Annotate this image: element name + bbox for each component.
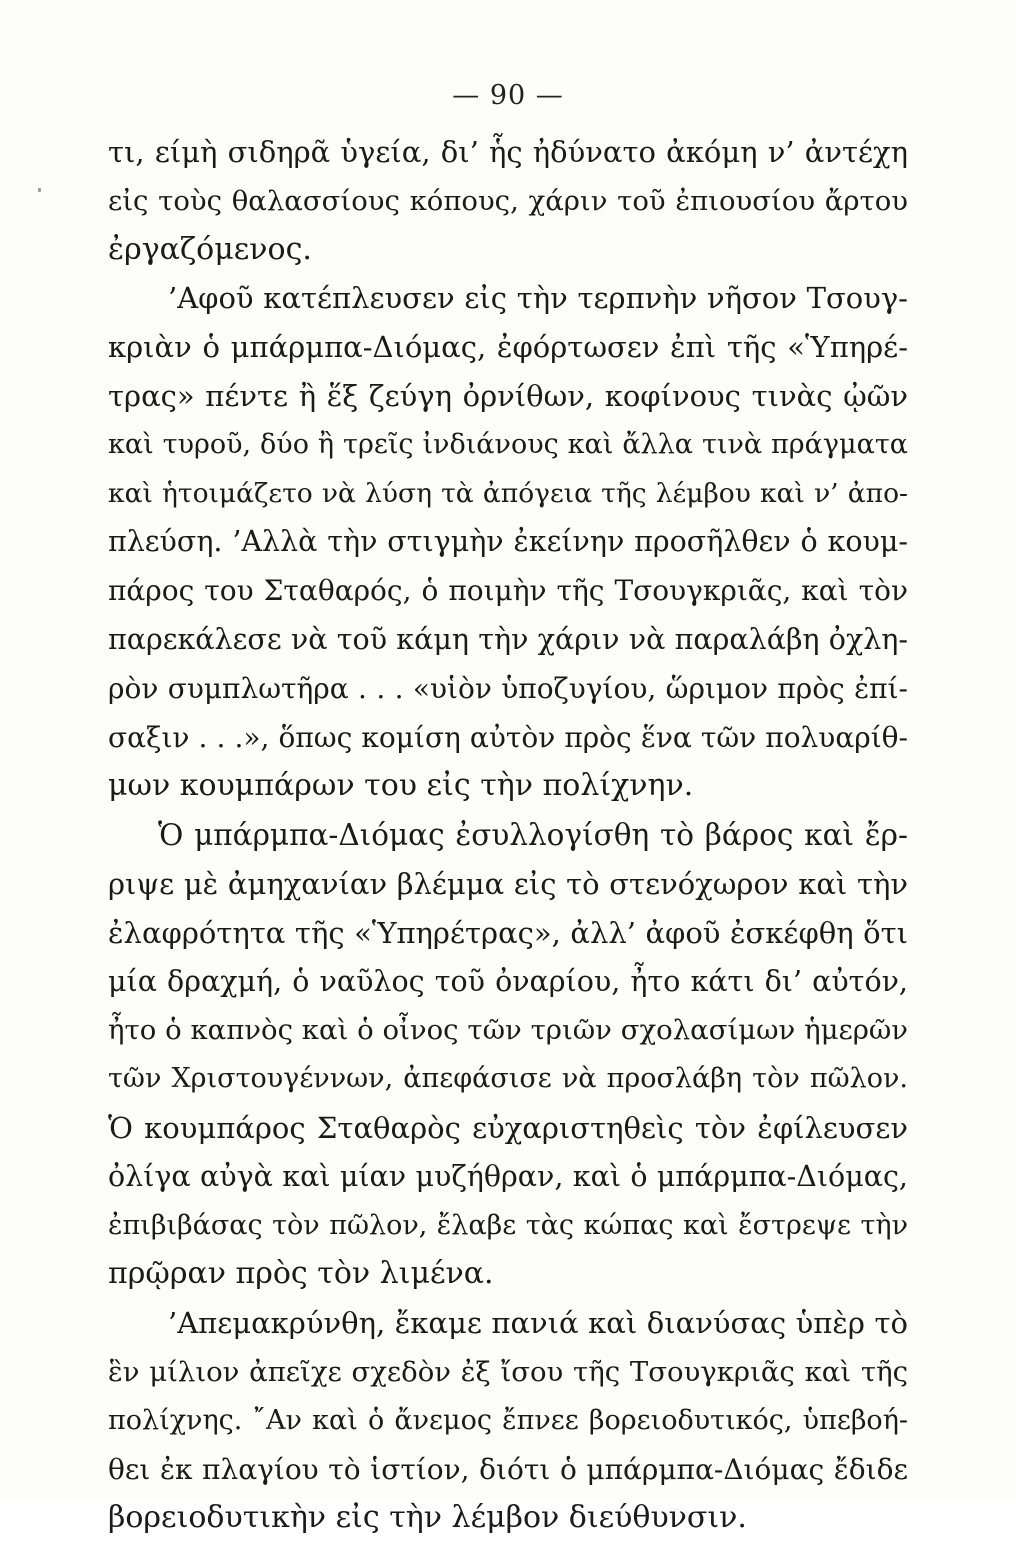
text-line: τι, είμὴ σιδηρᾶ ὑγεία, δι’ ἧς ἠδύνατο ἀκόμη ν’ ἀντέχη [108,135,908,169]
text-line: ἐπιβιβάσας τὸν πῶλον, ἔλαβε τὰς κώπας καὶ ἔστρεψε τὴν [108,1209,908,1241]
text-line: μία δραχμή, ὁ ναῦλος τοῦ ὀναρίου, ἦτο κάτι δι’ αὐτόν, [108,964,908,998]
text-line: μων κουμπάρων του εἰς τὴν πολίχνην. [108,768,694,804]
page-number: — 90 — [452,80,564,111]
text-line: ἓν μίλιον ἀπεῖχε σχεδὸν ἐξ ἴσου τῆς Τσουγκριᾶς καὶ τῆς [108,1355,908,1388]
text-line: Ὁ κουμπάρος Σταθαρὸς εὐχαριστηθεὶς τὸν ἐφίλευσεν [108,1110,908,1145]
text-line: Ὁ μπάρμπα-Διόμας ἐσυλλογίσθη τὸ βάρος καὶ ἔρ- [158,818,908,853]
paper-speck [38,188,41,192]
text-line: καὶ τυροῦ, δύο ἢ τρεῖς ἰνδιάνους καὶ ἄλλα τινὰ πράγματα [108,428,908,460]
text-line: εἰς τοὺς θαλασσίους κόπους, χάριν τοῦ ἐπιουσίου ἄρτου [108,184,908,217]
text-line: πρῷραν πρὸς τὸν λιμένα. [108,1256,494,1292]
text-line: πάρος του Σταθαρός, ὁ ποιμὴν τῆς Τσουγκριᾶς, καὶ τὸν [108,574,908,608]
text-line: ρὸν συμπλωτῆρα . . . «υἱὸν ὑποζυγίου, ὥριμον πρὸς ἐπί- [108,671,908,705]
text-line: ἦτο ὁ καπνὸς καὶ ὁ οἶνος τῶν τριῶν σχολασίμων ἡμερῶν [108,1014,908,1047]
text-line: τῶν Χριστουγέννων, ἀπεφάσισε νὰ προσλάβη τὸν πῶλον. [108,1063,908,1095]
text-line: σαξιν . . .», ὅπως κομίση αὐτὸν πρὸς ἕνα τῶν πολυαρίθ- [108,720,908,754]
text-line: πλεύση. ’Αλλὰ τὴν στιγμὴν ἐκείνην προσῆλθεν ὁ κουμ- [108,525,908,559]
text-line: πολίχνης. ῎Αν καὶ ὁ ἄνεμος ἔπνεε βορειοδυτικός, ὑπεβοή- [108,1404,908,1436]
text-line: κριὰν ὁ μπάρμπα-Διόμας, ἐφόρτωσεν ἐπὶ τῆς «Ὑπηρέ- [108,330,908,365]
body-text [108,128,908,1543]
text-line: ὀλίγα αὐγὰ καὶ μίαν μυζήθραν, καὶ ὁ μπάρμπα-Διόμας, [108,1159,908,1193]
text-line: ’Αφοῦ κατέπλευσεν εἰς τὴν τερπνὴν νῆσον Τσουγ- [168,281,908,316]
text-line: βορειοδυτικὴν εἰς τὴν λέμβον διεύθυνσιν. [108,1500,747,1536]
text-line: ριψε μὲ ἀμηχανίαν βλέμμα εἰς τὸ στενόχωρον καὶ τὴν [108,866,908,901]
text-line: καὶ ἡτοιμάζετο νὰ λύση τὰ ἀπόγεια τῆς λέμβου καὶ ν’ ἀπο- [108,477,908,509]
text-line: θει ἐκ πλαγίου τὸ ἱστίον, διότι ὁ μπάρμπα-Διόμας ἔδιδε [108,1452,908,1486]
text-line: παρεκάλεσε νὰ τοῦ κάμη τὴν χάριν νὰ παραλάβη ὀχλη- [108,622,908,656]
text-line: τρας» πέντε ἢ ἕξ ζεύγη ὀρνίθων, κοφίνους τινὰς ᾠῶν [108,378,908,413]
text-line: ἐργαζόμενος. [108,231,312,267]
text-line: ἐλαφρότητα τῆς «Ὑπηρέτρας», ἀλλ’ ἀφοῦ ἐσκέφθη ὅτι [108,915,908,950]
text-line: ’Απεμακρύνθη, ἔκαμε πανιά καὶ διανύσας ὑπὲρ τὸ [168,1306,908,1341]
